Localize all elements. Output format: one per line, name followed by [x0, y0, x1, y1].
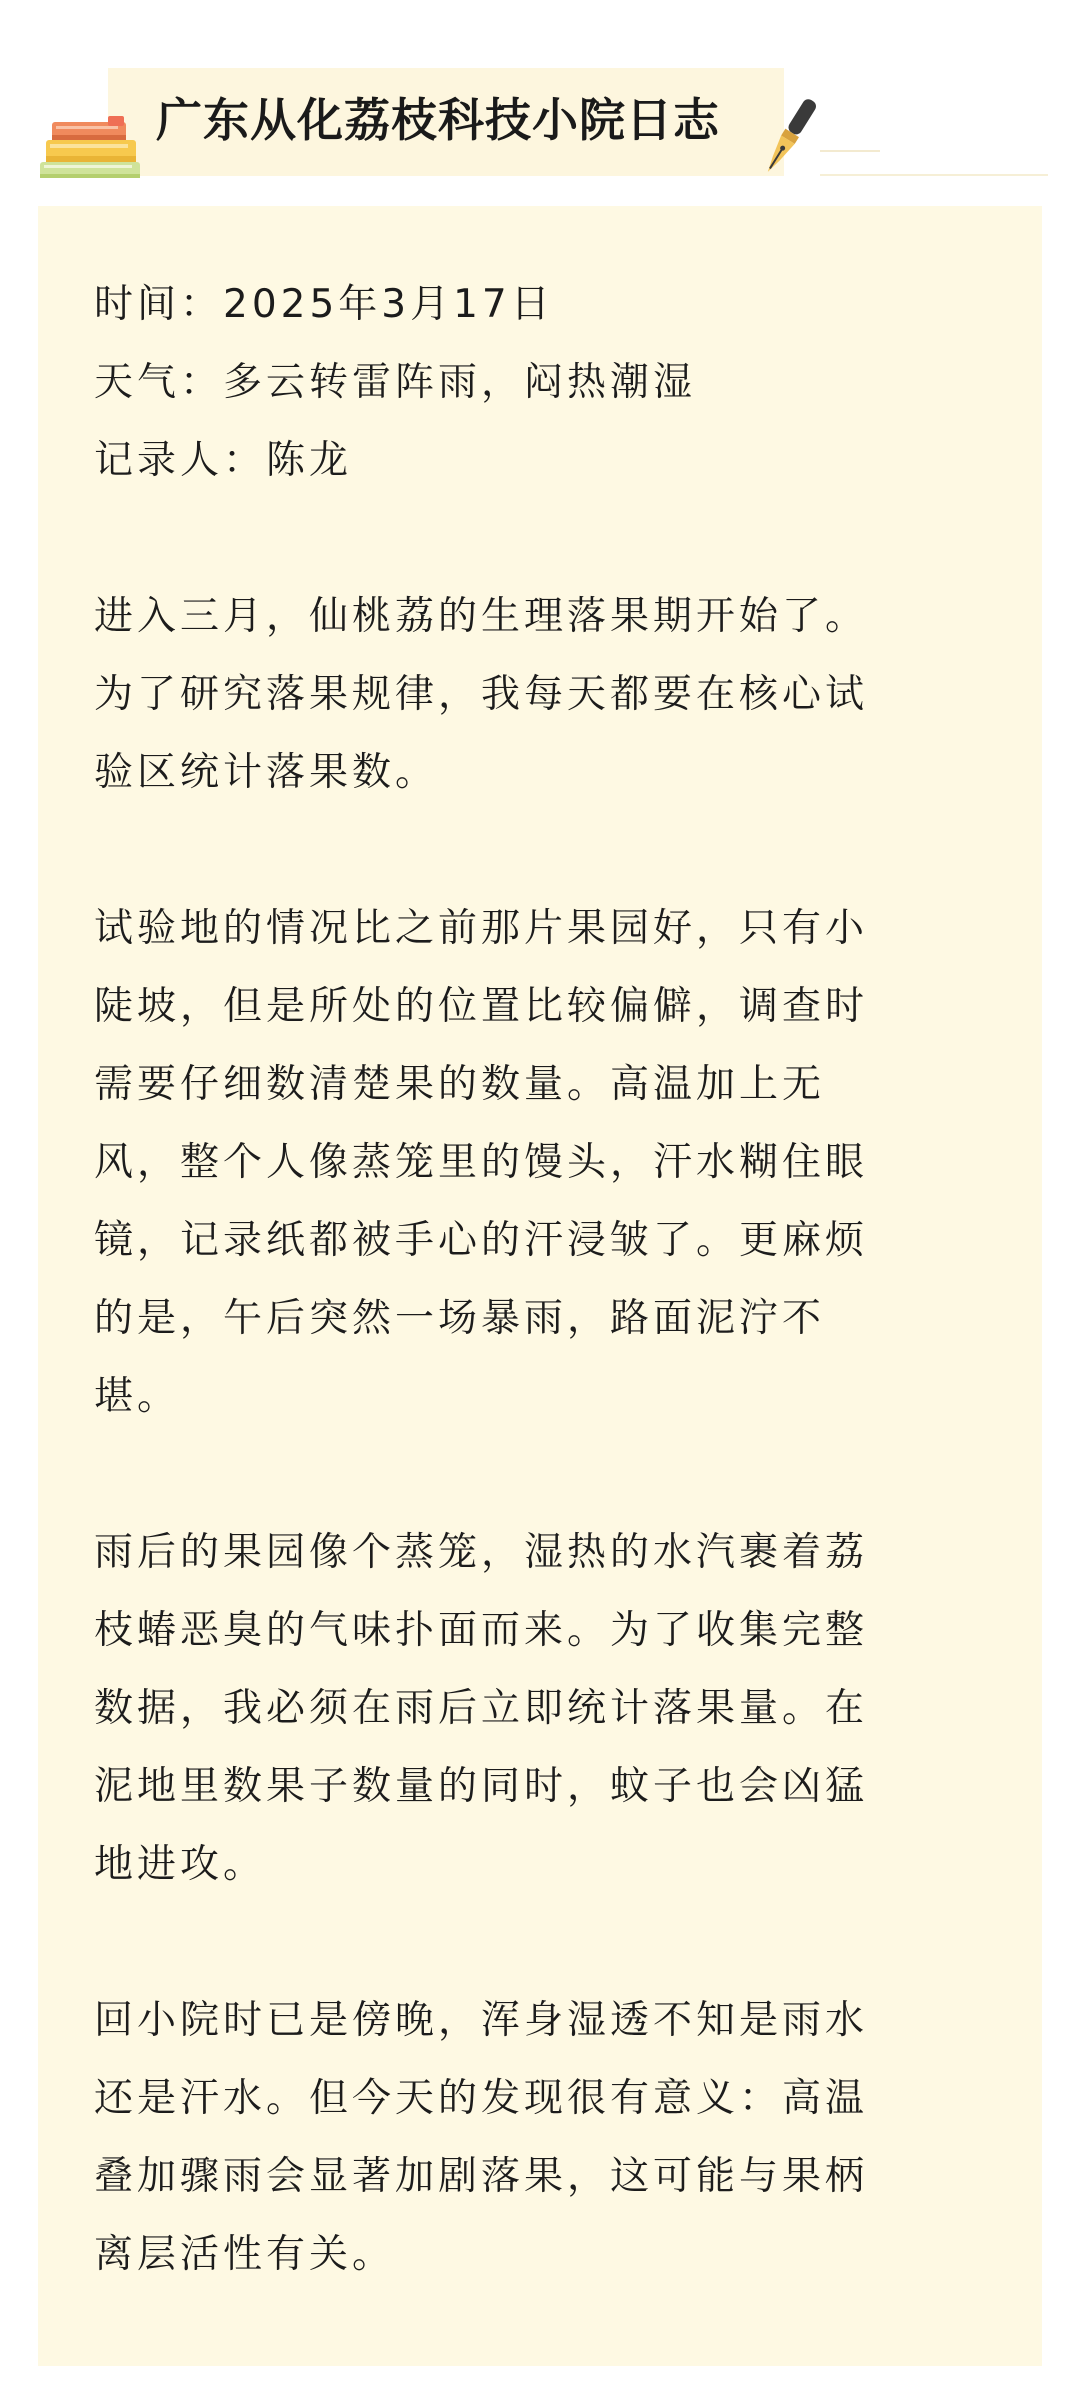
- text-line: 数据，我必须在雨后立即统计落果量。在: [94, 1686, 869, 1731]
- diary-content-card: [38, 206, 1042, 2366]
- text-line: 堪。: [94, 1374, 181, 1419]
- text-line: 镜，记录纸都被手心的汗浸皱了。更麻烦: [94, 1218, 869, 1263]
- paragraph-2: [94, 890, 994, 1436]
- text-line: 为了研究落果规律，我每天都要在核心试: [94, 672, 869, 717]
- text-line: 地进攻。: [94, 1842, 267, 1887]
- date-line: 时间：2025年3月17日: [94, 282, 554, 327]
- diary-title: 广东从化荔枝科技小院日志: [156, 93, 720, 147]
- paragraph-1: [94, 578, 994, 812]
- decorative-line: [820, 174, 1048, 176]
- fountain-pen-icon: [758, 92, 820, 184]
- text-line: 试验地的情况比之前那片果园好，只有小: [94, 906, 869, 951]
- text-line: 枝蝽恶臭的气味扑面而来。为了收集完整: [94, 1608, 869, 1653]
- text-line: 叠加骤雨会显著加剧落果，这可能与果柄: [94, 2154, 869, 2199]
- diary-body: [94, 266, 994, 2294]
- paragraph-4: [94, 1982, 994, 2294]
- text-line: 还是汗水。但今天的发现很有意义：高温: [94, 2076, 869, 2121]
- text-line: 泥地里数果子数量的同时，蚊子也会凶猛: [94, 1764, 869, 1809]
- text-line: 需要仔细数清楚果的数量。高温加上无: [94, 1062, 826, 1107]
- text-line: 离层活性有关。: [94, 2232, 396, 2277]
- diary-header: [0, 0, 1080, 190]
- stacked-books-icon: [36, 106, 146, 184]
- text-line: 进入三月，仙桃荔的生理落果期开始了。: [94, 594, 869, 639]
- text-line: 风，整个人像蒸笼里的馒头，汗水糊住眼: [94, 1140, 869, 1185]
- weather-line: 天气：多云转雷阵雨，闷热潮湿: [94, 360, 697, 405]
- text-line: 雨后的果园像个蒸笼，湿热的水汽裹着荔: [94, 1530, 869, 1575]
- text-line: 陡坡，但是所处的位置比较偏僻，调查时: [94, 984, 869, 1029]
- text-line: 回小院时已是傍晚，浑身湿透不知是雨水: [94, 1998, 869, 2043]
- recorder-line: 记录人：陈龙: [94, 438, 353, 483]
- text-line: 验区统计落果数。: [94, 750, 439, 795]
- decorative-line: [820, 150, 880, 152]
- text-line: 的是，午后突然一场暴雨，路面泥泞不: [94, 1296, 826, 1341]
- meta-block: [94, 266, 994, 500]
- paragraph-3: [94, 1514, 994, 1904]
